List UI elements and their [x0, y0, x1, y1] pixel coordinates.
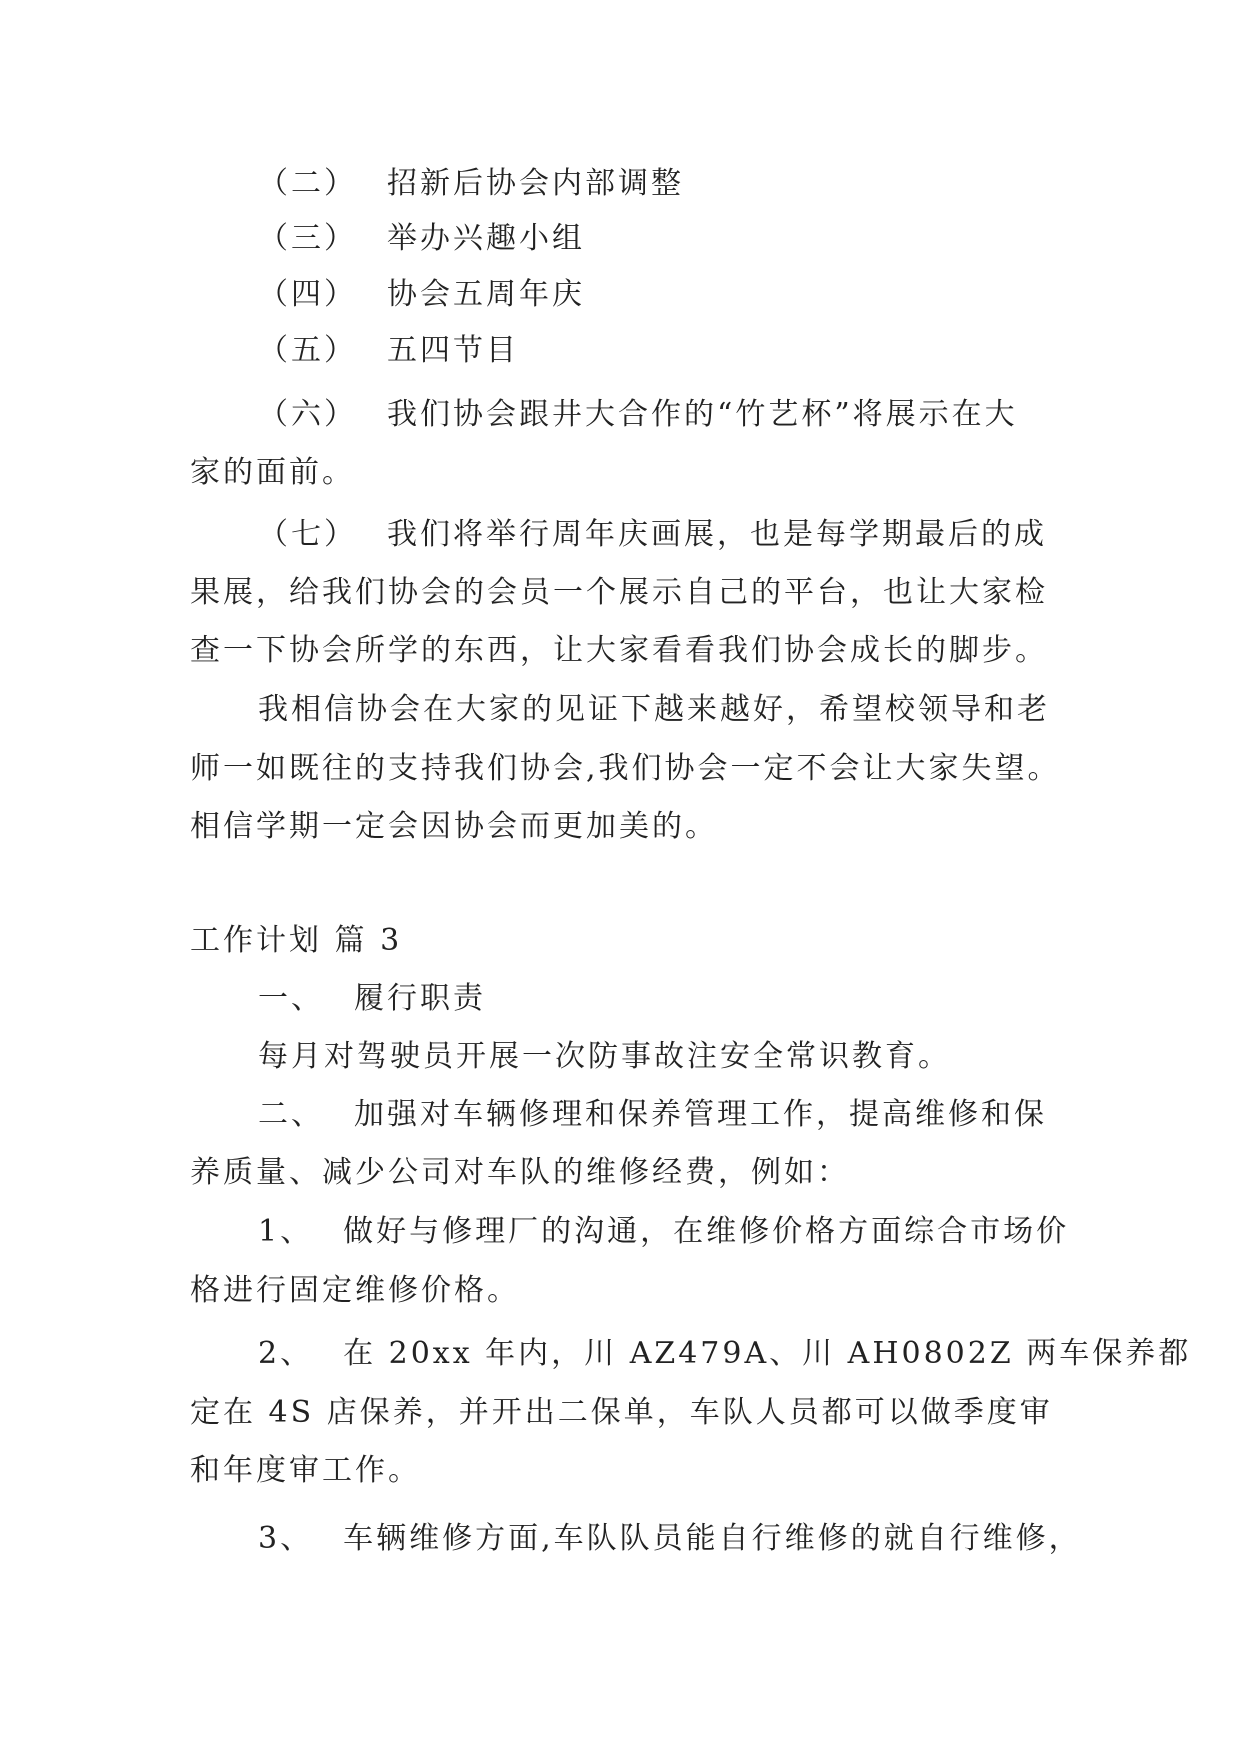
- item-text: 我们协会跟井大合作的“竹艺杯”将展示在大: [387, 397, 1018, 432]
- item-text: 在 20xx 年内，川 AZ479A、川 AH0802Z 两车保养都: [343, 1336, 1192, 1371]
- item-number: 一、: [258, 981, 324, 1016]
- point-two-line-2: 定在 4S 店保养，并开出二保单，车队人员都可以做季度审: [190, 1395, 1053, 1430]
- item-number: （五）: [258, 333, 357, 368]
- item-number: 3、: [258, 1521, 314, 1556]
- item-six-line-1: [258, 398, 1018, 432]
- item-text: 举办兴趣小组: [387, 221, 585, 256]
- section-two-line-2: 养质量、减少公司对车队的维修经费，例如：: [190, 1155, 850, 1190]
- item-text: 加强对车辆修理和保养管理工作，提高维修和保: [354, 1097, 1047, 1132]
- item-seven-line-3: 查一下协会所学的东西，让大家看看我们协会成长的脚步。: [190, 633, 1048, 668]
- item-text: 车辆维修方面,车队队员能自行维修的就自行维修，: [343, 1521, 1082, 1556]
- closing-line-2: 师一如既往的支持我们协会,我们协会一定不会让大家失望。: [190, 751, 1061, 786]
- item-text: 协会五周年庆: [387, 277, 585, 312]
- closing-line-1: 我相信协会在大家的见证下越来越好，希望校领导和老: [258, 692, 1050, 727]
- item-text: 做好与修理厂的沟通，在维修价格方面综合市场价: [343, 1214, 1070, 1249]
- point-three-line-1: [258, 1522, 1082, 1556]
- list-item: [258, 167, 684, 201]
- section-heading: 工作计划 篇 3: [190, 923, 403, 958]
- item-text: 我们将举行周年庆画展，也是每学期最后的成: [387, 517, 1047, 552]
- point-two-line-3: 和年度审工作。: [190, 1453, 421, 1488]
- item-number: 二、: [258, 1097, 324, 1132]
- point-one-line-2: 格进行固定维修价格。: [190, 1273, 520, 1308]
- section-one-title: [258, 982, 486, 1016]
- item-text: 履行职责: [354, 981, 486, 1016]
- item-number: （六）: [258, 397, 357, 432]
- item-number: （二）: [258, 166, 357, 201]
- item-number: （七）: [258, 517, 357, 552]
- item-text: 五四节目: [387, 333, 519, 368]
- item-number: 1、: [258, 1214, 314, 1249]
- list-item: [258, 278, 585, 312]
- list-item: [258, 222, 585, 256]
- point-one-line-1: [258, 1215, 1069, 1249]
- section-two-line-1: [258, 1098, 1047, 1132]
- item-six-line-2: 家的面前。: [190, 455, 355, 490]
- section-one-body: 每月对驾驶员开展一次防事故注安全常识教育。: [258, 1039, 951, 1074]
- closing-line-3: 相信学期一定会因协会而更加美的。: [190, 809, 718, 844]
- item-number: （三）: [258, 221, 357, 256]
- item-text: 招新后协会内部调整: [387, 166, 684, 201]
- item-seven-line-1: [258, 518, 1047, 552]
- item-number: （四）: [258, 277, 357, 312]
- item-seven-line-2: 果展，给我们协会的会员一个展示自己的平台，也让大家检: [190, 575, 1048, 610]
- item-number: 2、: [258, 1336, 314, 1371]
- point-two-line-1: [258, 1337, 1191, 1371]
- list-item: [258, 334, 519, 368]
